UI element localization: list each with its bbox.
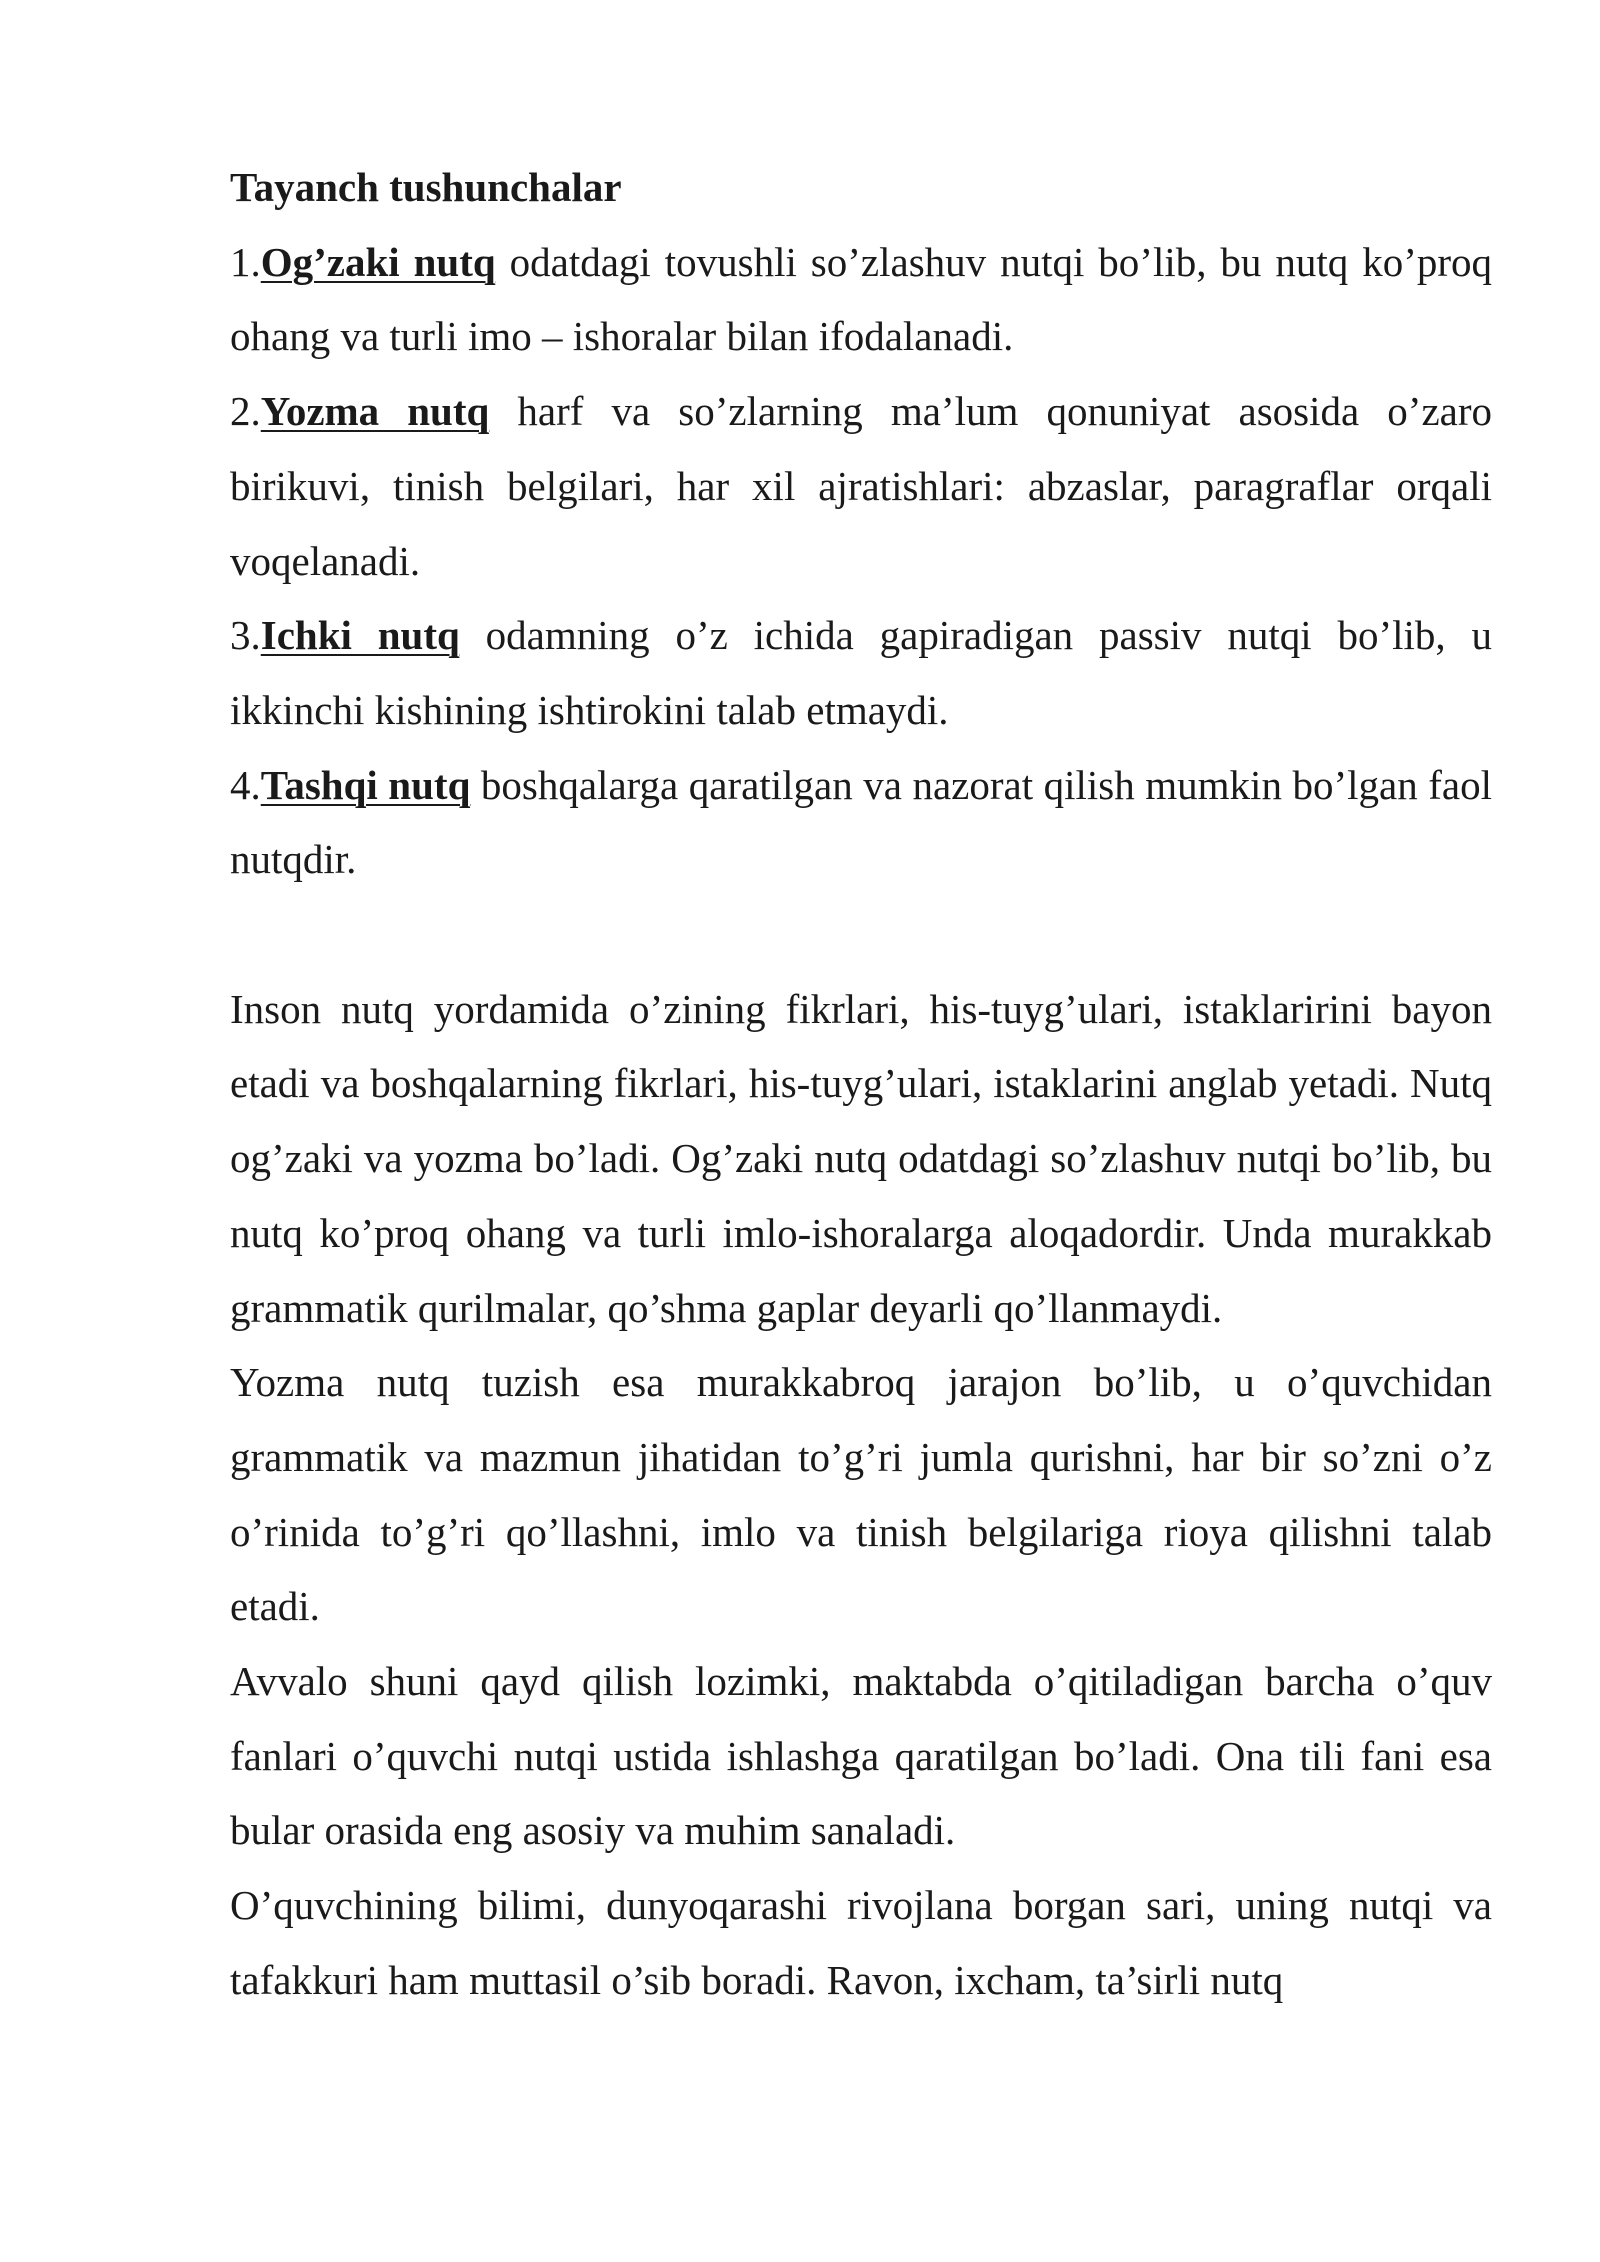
paragraph-spacer [230,897,1492,972]
definition-number: 1. [230,238,261,285]
definition-number: 2. [230,388,261,435]
definition-text: harf va so’zlarning ma’lum qonuniyat asosida o’zaro birikuvi, tinish belgilari, har xil ajratishlari: abzaslar, paragraflar orqali voqelanadi. [230,388,1493,584]
definition-number: 3. [230,612,261,659]
definition-item-4 [230,748,1492,897]
body-paragraph-4: O’quvchining bilimi, dunyoqarashi rivojlana borgan sari, uning nutqi va tafakkuri ham muttasil o’sib boradi. Ravon, ixcham, ta’sirli nutq [230,1882,1492,2003]
definition-text: odamning o’z ichida gapiradigan passiv nutqi bo’lib, u ikkinchi kishining ishtirokini talab etmaydi. [230,612,1492,733]
definition-number: 4. [230,761,261,808]
definition-text: odatdagi tovushli so’zlashuv nutqi bo’lib, bu nutq ko’proq ohang va turli imo – ishoralar bilan ifodalanadi. [230,238,1492,360]
body-paragraph-2: Yozma nutq tuzish esa murakkabroq jarajon bo’lib, u o’quvchidan grammatik va mazmun jihatidan to’g’ri jumla qurishni, har bir so’zni o’z o’rinida to’g’ri qo’llashni, imlo va tinish belgilariga rioya qilishni talab etadi. [230,1359,1492,1630]
definition-text: boshqalarga qaratilgan va nazorat qilish mumkin bo’lgan faol nutqdir. [230,761,1492,883]
definition-term: Tashqi nutq [260,761,471,808]
document-page [230,150,1492,2018]
definition-item-2 [230,374,1492,598]
body-paragraph-1: Inson nutq yordamida o’zining fikrlari, his-tuyg’ulari, istaklaririni bayon etadi va boshqalarning fikrlari, his-tuyg’ulari, istaklarini anglab yetadi. Nutq og’zaki va yozma bo’ladi. Og’zaki nutq odatdagi so’zlashuv nutqi bo’lib, bu nutq ko’proq ohang va turli imlo-ishoralarga aloqadordir. Unda murakkab grammatik qurilmalar, qo’shma gaplar deyarli qo’llanmaydi. [230,985,1492,1331]
definition-item-3 [230,598,1492,747]
definition-item-1 [230,225,1492,374]
definition-term: Ichki nutq [260,612,460,659]
definition-term: Og’zaki nutq [260,238,496,285]
section-heading: Tayanch tushunchalar [230,164,622,210]
body-paragraph-3: Avvalo shuni qayd qilish lozimki, maktabda o’qitiladigan barcha o’quv fanlari o’quvchi nutqi ustida ishlashga qaratilgan bo’ladi. Ona tili fani esa bular orasida eng asosiy va muhim sanaladi. [230,1658,1492,1854]
definition-term: Yozma nutq [260,388,490,435]
